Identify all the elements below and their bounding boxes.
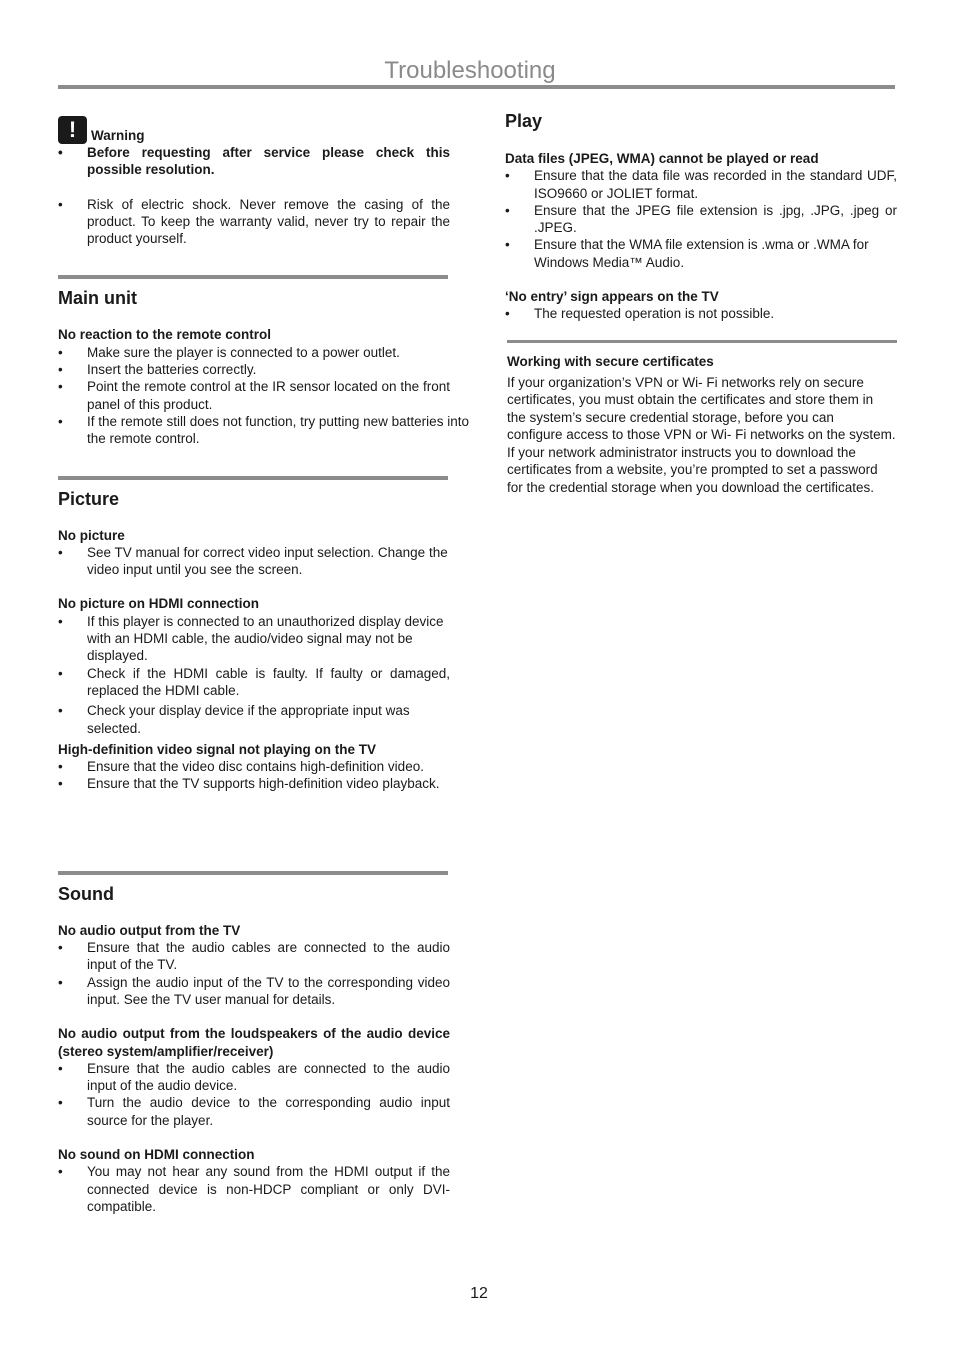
subsection-title: Data files (JPEG, WMA) cannot be played or read: [505, 151, 819, 166]
section-title-play: Play: [505, 111, 543, 131]
list-item: • See TV manual for correct video input selection. Change the video input until you see the screen.: [58, 544, 450, 579]
page-title: Troubleshooting: [384, 57, 556, 84]
section-divider: [58, 871, 448, 875]
section-divider: [507, 340, 897, 343]
section-divider: [58, 476, 448, 480]
list-item: • Risk of electric shock. Never remove the casing of the product. To keep the warranty valid, never try to repair the product yourself.: [58, 196, 450, 248]
section-title-sound: Sound: [58, 883, 114, 904]
bullet-list: [505, 305, 897, 322]
list-item: • Ensure that the audio cables are connected to the audio input of the TV.: [58, 939, 450, 974]
bullet-list: [58, 758, 450, 793]
left-column: [58, 112, 469, 1215]
section-title-picture: Picture: [58, 488, 120, 509]
warning-label: Warning: [91, 128, 145, 143]
list-item: • Turn the audio device to the corresponding audio input source for the player.: [58, 1094, 450, 1129]
list-item: • You may not hear any sound from the HDMI output if the connected device is non-HDCP compliant or only DVI-compatible.: [58, 1163, 450, 1215]
subsection-title: No picture: [58, 527, 125, 543]
list-item: • Before requesting after service please check this possible resolution.: [58, 144, 450, 179]
subsection-title: ‘No entry’ sign appears on the TV: [505, 289, 719, 305]
subsection-title: No reaction to the remote control: [58, 327, 272, 343]
list-item: • Ensure that the data file was recorded in the standard UDF, ISO9660 or JOLIET format.: [505, 167, 897, 202]
bullet-list: [58, 939, 450, 1008]
bullet-list: [58, 1163, 450, 1215]
list-item: • Make sure the player is connected to a power outlet.: [58, 344, 450, 361]
subsection-title: Working with secure certificates: [507, 353, 714, 369]
subsection-title: No audio output from the TV: [58, 922, 241, 938]
warning-list: [58, 144, 450, 247]
paragraph-line: certificates, you must obtain the certificates and store them in: [507, 392, 874, 408]
list-item: • Ensure that the video disc contains high-definition video.: [58, 758, 450, 775]
bullet-list: [58, 613, 450, 737]
list-item: • Ensure that the WMA file extension is .wma or .WMA for Windows Media™ Audio.: [505, 236, 897, 271]
subsection-title: No audio output from the loudspeakers of the audio device (stereo system/amplifier/receiver): [58, 1026, 450, 1059]
page-number: 12: [470, 1285, 488, 1302]
list-item: • Insert the batteries correctly.: [58, 361, 450, 378]
list-item: • If the remote still does not function, try putting new batteries into the remote control.: [58, 413, 470, 448]
paragraph-line: the system’s secure credential storage, before you can: [507, 409, 834, 425]
warning-header: [58, 112, 450, 144]
paragraph-line: If your organization’s VPN or Wi- Fi networks rely on secure: [507, 374, 864, 390]
bullet-list: [58, 544, 450, 579]
certificates-paragraph: [507, 374, 897, 497]
list-item: • Point the remote control at the IR sensor located on the front panel of this product.: [58, 378, 450, 413]
subsection-title: High-definition video signal not playing on the TV: [58, 741, 376, 757]
right-column: [505, 110, 897, 496]
section-divider: [58, 275, 448, 279]
bullet-list: [58, 1060, 450, 1129]
paragraph-line: for the credential storage when you download the certificates.: [507, 479, 874, 495]
list-item: • If this player is connected to an unauthorized display device with an HDMI cable, the audio/video signal may not be displayed.: [58, 613, 470, 665]
list-item: • Ensure that the audio cables are connected to the audio input of the audio device.: [58, 1060, 450, 1095]
list-item: • Ensure that the TV supports high-definition video playback.: [58, 775, 450, 792]
paragraph-line: If your network administrator instructs you to download the: [507, 444, 856, 460]
list-item: • Ensure that the JPEG file extension is .jpg, .JPG, .jpeg or .JPEG.: [505, 202, 897, 237]
list-item: • Check your display device if the appropriate input was selected.: [58, 702, 450, 737]
subsection-title: No picture on HDMI connection: [58, 596, 259, 612]
list-item: • Assign the audio input of the TV to the corresponding video input. See the TV user manual for details.: [58, 974, 450, 1009]
title-divider: [58, 85, 895, 89]
list-item: • The requested operation is not possible.: [505, 305, 897, 322]
bullet-list: [58, 344, 469, 448]
section-title-main-unit: Main unit: [58, 288, 137, 309]
bullet-list: [505, 167, 897, 271]
subsection-title: No sound on HDMI connection: [58, 1146, 255, 1162]
list-item: • Check if the HDMI cable is faulty. If faulty or damaged, replaced the HDMI cable.: [58, 665, 450, 700]
paragraph-line: certificates from a website, you’re prompted to set a password: [507, 462, 878, 478]
paragraph-line: configure access to those VPN or Wi- Fi networks on the system.: [507, 427, 896, 443]
exclamation-icon: !: [58, 116, 87, 144]
